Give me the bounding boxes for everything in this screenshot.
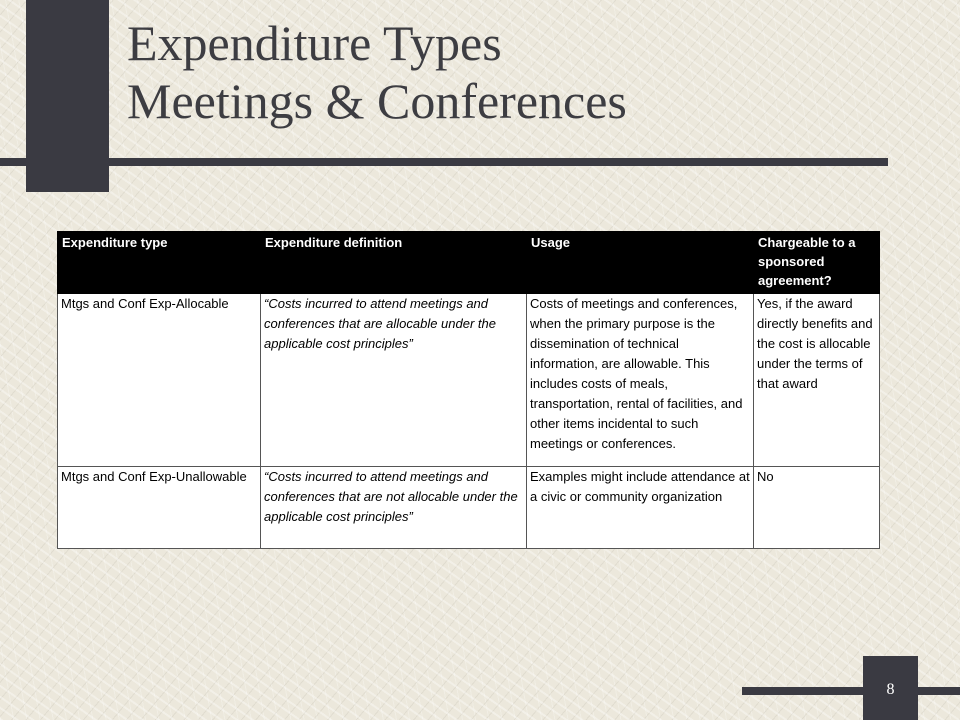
page-number: 8 <box>886 681 895 698</box>
header-chargeable: Chargeable to a sponsored agreement? <box>754 232 880 294</box>
cell-chargeable: No <box>754 467 880 549</box>
expenditure-table <box>57 231 880 549</box>
cell-expenditure-definition: “Costs incurred to attend meetings and conferences that are not allocable under the applicable cost principles” <box>261 467 527 549</box>
header-expenditure-type: Expenditure type <box>58 232 261 294</box>
header-usage: Usage <box>527 232 754 294</box>
footer-rule <box>742 687 960 695</box>
header-expenditure-definition: Expenditure definition <box>261 232 527 294</box>
table-row <box>58 467 880 549</box>
slide-title <box>127 14 627 130</box>
title-rule <box>0 158 888 166</box>
slide-title-line2: Meetings & Conferences <box>127 73 627 129</box>
cell-usage: Examples might include attendance at a civic or community organization <box>527 467 754 549</box>
table-row <box>58 294 880 467</box>
cell-expenditure-type: Mtgs and Conf Exp-Allocable <box>58 294 261 467</box>
cell-usage: Costs of meetings and conferences, when the primary purpose is the dissemination of technical information, are allowable. This includes costs of meals, transportation, rental of facilities, and other items incidental to such meetings or conferences. <box>527 294 754 467</box>
table-header-row <box>58 232 880 294</box>
cell-chargeable: Yes, if the award directly benefits and the cost is allocable under the terms of that award <box>754 294 880 467</box>
expenditure-table-container <box>57 231 879 549</box>
cell-expenditure-type: Mtgs and Conf Exp-Unallowable <box>58 467 261 549</box>
cell-expenditure-definition: “Costs incurred to attend meetings and conferences that are allocable under the applicable cost principles” <box>261 294 527 467</box>
slide-title-line1: Expenditure Types <box>127 15 502 71</box>
